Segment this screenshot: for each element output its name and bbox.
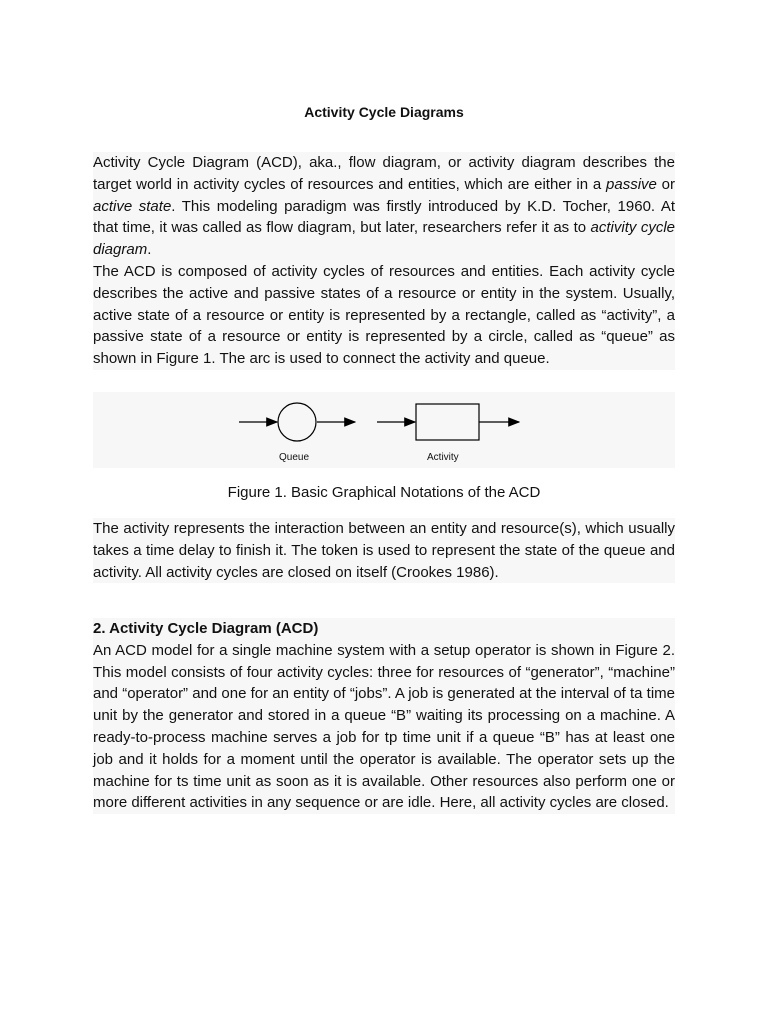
active-term: active state <box>93 197 172 215</box>
passive-term: passive <box>606 175 657 193</box>
figure-1-diagram <box>93 392 675 468</box>
activity-paragraph-section <box>93 518 675 583</box>
queue-label: Queue <box>279 452 310 463</box>
intro-text-1: Activity Cycle Diagram (ACD), aka., flow diagram, or activity diagram describes the target world in activity cycles of resources and entities, which are either in a <box>93 154 675 193</box>
notation-diagram <box>93 392 675 468</box>
activity-label: Activity <box>427 452 459 463</box>
section-2 <box>93 618 675 814</box>
queue-circle <box>278 403 316 441</box>
section-2-heading: 2. Activity Cycle Diagram (ACD) <box>93 620 319 637</box>
figure-1-caption: Figure 1. Basic Graphical Notations of the ACD <box>227 484 541 501</box>
activity-paragraph: The activity represents the interaction between an entity and resource(s), which usually takes a time delay to finish it. The token is used to represent the state of the queue and activity. All activity cycles are closed on itself (Crookes 1986). <box>93 520 675 581</box>
document-title: Activity Cycle Diagrams <box>304 104 464 120</box>
intro-text-or: or <box>656 175 675 193</box>
intro-paragraph <box>93 152 675 261</box>
acd-composition-paragraph: The ACD is composed of activity cycles of resources and entities. Each activity cycle describes the active and passive states of a resource or entity in the system. Usually, active state of a resource or entity is represented by a rectangle, called as “activity”, a passive state of a resource or entity is represented by a circle, called as “queue” as shown in Figure 1. The arc is used to connect the activity and queue. <box>93 262 675 368</box>
intro-text-2: . This modeling paradigm was firstly introduced by K.D. Tocher, 1960. At that time, it was called as flow diagram, but later, researchers refer it as to <box>93 197 676 237</box>
activity-rectangle <box>416 404 479 440</box>
section-2-body: An ACD model for a single machine system with a setup operator is shown in Figure 2. This model consists of four activity cycles: three for resources of “generator”, “machine” and “operator” and one for an entity of “jobs”. A job is generated at the interval of ta time unit by the generator and stored in a queue “B” waiting its processing on a machine. A ready-to-process machine serves a job for tp time unit if a queue “B” has at least one job and it holds for a moment until the operator is available. The operator sets up the machine for ts time unit as soon as it is available. Other resources also perform one or more different activities in any sequence or are idle. Here, all activity cycles are closed. <box>93 641 676 812</box>
intro-text-3: . <box>147 241 152 259</box>
intro-section <box>93 152 675 370</box>
acd-term: activity cycle diagram <box>93 219 675 259</box>
